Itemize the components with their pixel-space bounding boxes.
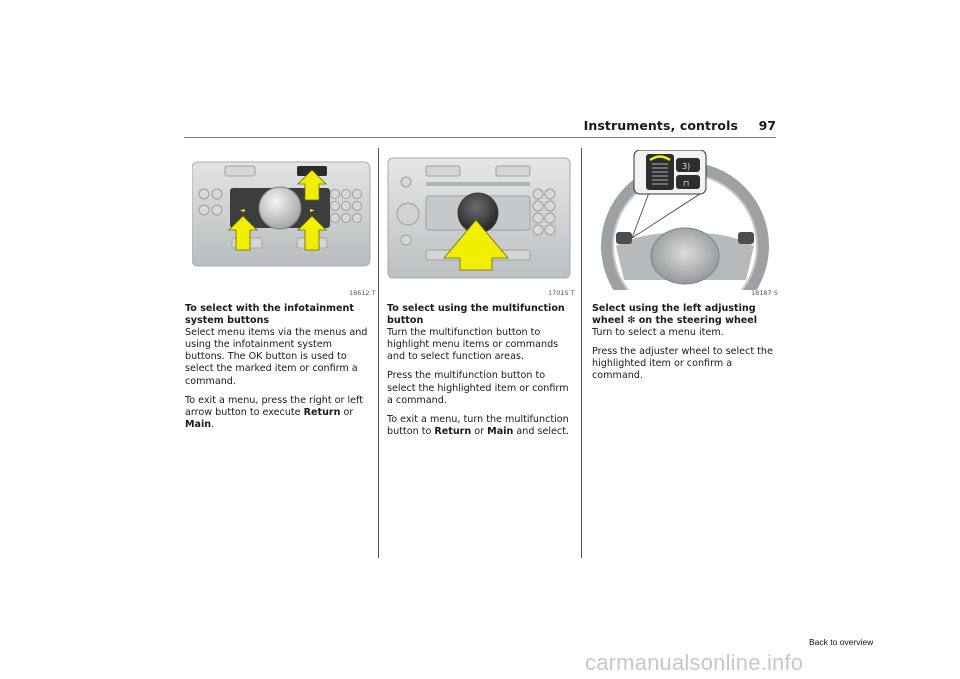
page-number: 97: [758, 118, 776, 133]
text-column-2: [387, 303, 575, 445]
column-heading: To select using the multifunction button: [387, 303, 565, 327]
watermark: carmanualsonline.info: [585, 650, 804, 675]
column-divider-2: [581, 148, 582, 558]
column-heading: To select with the infotainment system buttons: [185, 303, 354, 327]
paragraph: To exit a menu, turn the multifunction button to Return or Main and select.: [387, 413, 570, 437]
svg-text:◄: ◄: [240, 207, 245, 214]
return-keyword: Return: [434, 425, 472, 437]
section-title: Instruments, controls: [583, 118, 738, 133]
column-heading: Select using the left adjusting wheel ❇ on the steering wheel: [592, 303, 758, 327]
text-column-3: [592, 303, 778, 390]
page-header: [184, 114, 776, 138]
paragraph: Turn to select a menu item.: [592, 327, 724, 339]
main-keyword: Main: [487, 425, 514, 437]
paragraph: To exit a menu, press the right or left arrow button to execute Return or Main.: [185, 394, 364, 430]
return-keyword: Return: [303, 406, 341, 418]
svg-text:►: ►: [310, 207, 315, 214]
steering-wheel-illustration: [596, 150, 774, 290]
paragraph: Select menu items via the menus and using the infotainment system buttons. The OK button is used to select the marked item or confirm a command.: [185, 327, 368, 387]
figure-infotainment-buttons: [192, 150, 372, 290]
figure-code: 18612 T: [349, 289, 376, 297]
figure-multifunction-button: [386, 150, 574, 290]
figure-code: 17015 T: [548, 289, 575, 297]
figure-steering-wheel: [596, 150, 774, 290]
text-column-1: [185, 303, 371, 438]
figure-code: 18187 S: [751, 289, 778, 297]
header-rule: [184, 137, 776, 138]
main-keyword: Main: [185, 418, 212, 430]
infotainment-panel-illustration: [192, 150, 372, 290]
multifunction-panel-illustration: [386, 150, 574, 290]
paragraph: Press the multifunction button to select the highlighted item or confirm a command.: [387, 370, 569, 406]
back-to-overview-link[interactable]: Back to overview: [809, 637, 874, 647]
svg-text:⊓: ⊓: [683, 179, 690, 188]
svg-text:3): 3): [682, 162, 691, 171]
paragraph: Press the adjuster wheel to select the highlighted item or confirm a command.: [592, 346, 773, 382]
paragraph: Turn the multifunction button to highlight menu items or commands and to select function areas.: [387, 327, 559, 363]
column-divider-1: [378, 148, 379, 558]
